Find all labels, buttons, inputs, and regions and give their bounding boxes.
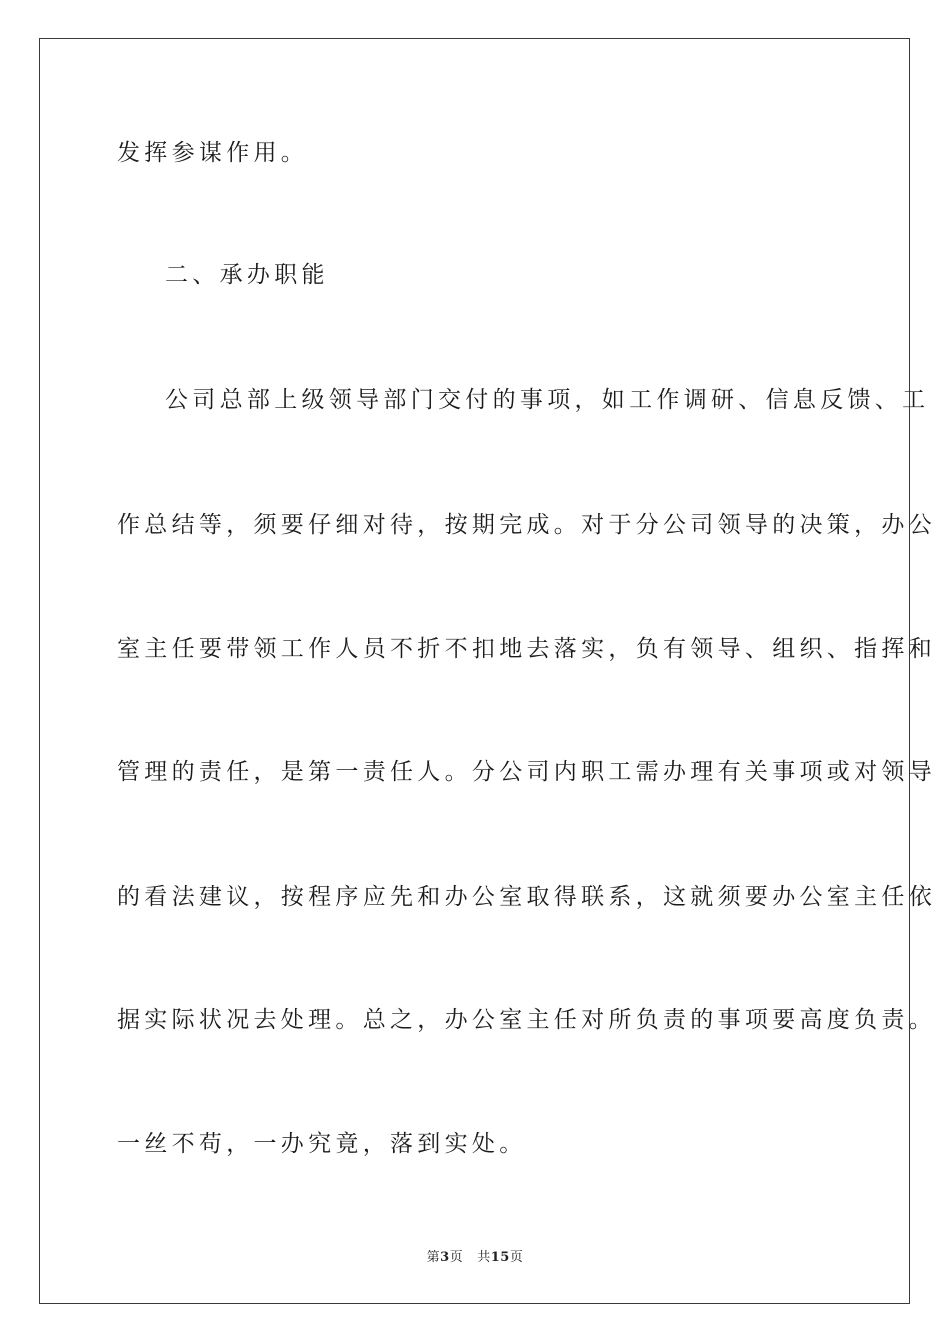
paragraph-line: 管理的责任，是第一责任人。分公司内职工需办理有关事项或对领导 <box>117 759 936 785</box>
total-pages: 15 <box>490 1250 510 1265</box>
section-heading: 二、承办职能 <box>165 262 329 288</box>
paragraph-line: 发挥参谋作用。 <box>117 140 309 166</box>
page-footer <box>0 1246 950 1265</box>
paragraph-line: 室主任要带领工作人员不折不扣地去落实，负有领导、组织、指挥和 <box>117 636 936 662</box>
paragraph-line: 作总结等，须要仔细对待，按期完成。对于分公司领导的决策，办公 <box>117 512 936 538</box>
page-prefix: 第 <box>426 1250 441 1265</box>
paragraph-line: 公司总部上级领导部门交付的事项，如工作调研、信息反馈、工 <box>165 387 930 413</box>
paragraph-line: 据实际状况去处理。总之，办公室主任对所负责的事项要高度负责。 <box>117 1007 936 1033</box>
page-number: 3 <box>440 1250 450 1265</box>
total-prefix: 共 <box>477 1250 491 1265</box>
paragraph-line: 一丝不苟，一办究竟，落到实处。 <box>117 1131 527 1157</box>
page-border <box>39 38 936 1304</box>
total-suffix: 页 <box>509 1250 524 1265</box>
page-suffix: 页 <box>449 1250 464 1265</box>
paragraph-line: 的看法建议，按程序应先和办公室取得联系，这就须要办公室主任依 <box>117 884 936 910</box>
